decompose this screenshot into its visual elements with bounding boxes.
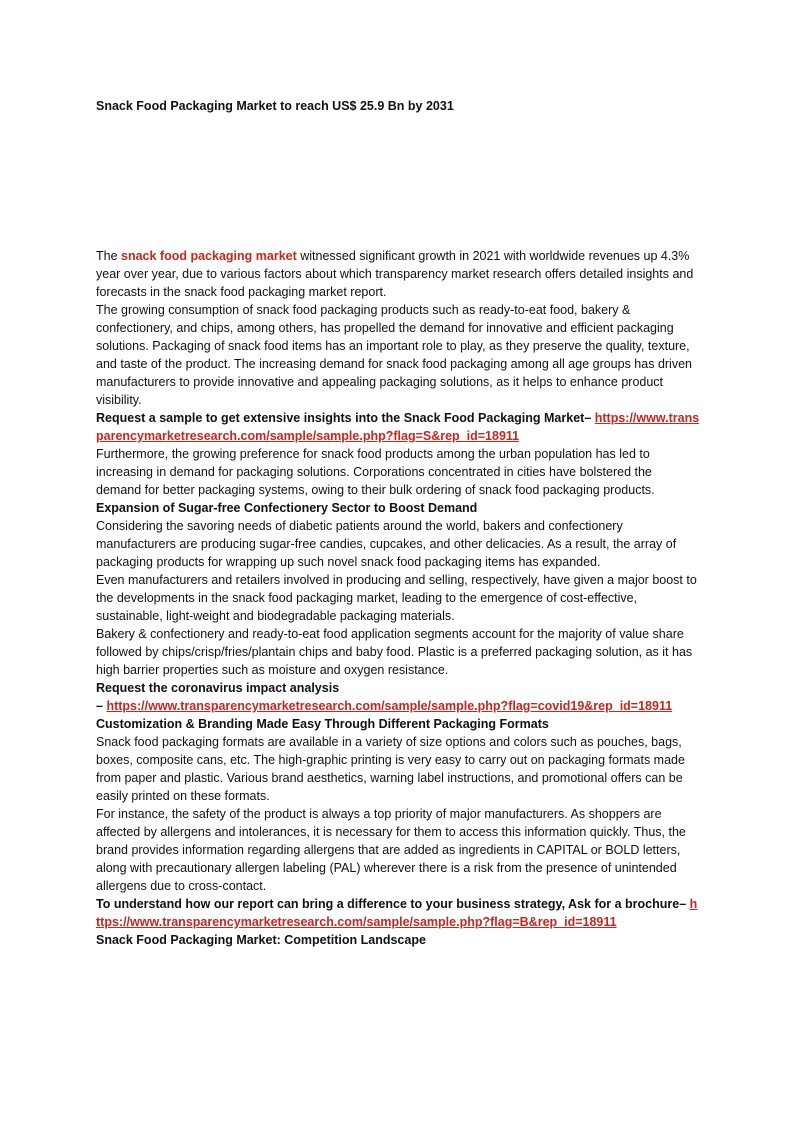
- document-body: [96, 247, 700, 949]
- intro-paragraph: [96, 247, 700, 301]
- covid-request: [96, 697, 700, 715]
- brochure-request-link[interactable]: https://www.transparencymarketresearch.com/sample/sample.php?flag=B&rep_id=18911: [96, 897, 698, 929]
- covid-request-label: Request the coronavirus impact analysis: [96, 681, 340, 695]
- diabetic-paragraph: Considering the savoring needs of diabetic patients around the world, bakers and confectionery manufacturers are producing sugar-free candies, cupcakes, and other delicacies. As a result, the array of packaging products for wrapping up such novel snack food packaging items has expanded.: [96, 519, 677, 569]
- market-keyword-link[interactable]: snack food packaging market: [121, 249, 297, 263]
- urban-paragraph: Furthermore, the growing preference for snack food products among the urban population has led to increasing in demand for packaging solutions. Corporations concentrated in cities have bolstered the demand for better packaging systems, owing to their bulk ordering of snack food packaging products.: [96, 447, 655, 497]
- sample-request-link[interactable]: https://www.transparencymarketresearch.com/sample/sample.php?flag=S&rep_id=18911: [96, 411, 700, 443]
- document-title: Snack Food Packaging Market to reach US$ 25.9 Bn by 2031: [96, 99, 454, 113]
- intro-text-end: witnessed significant growth in 2021 with worldwide revenues up 4.3% year over year, due to various factors about which transparency market research offers detailed insights and forecasts in the snack food packaging market report.: [96, 249, 694, 299]
- heading-sugar-free: Expansion of Sugar-free Confectionery Sector to Boost Demand: [96, 501, 478, 515]
- retailers-paragraph: Even manufacturers and retailers involved in producing and selling, respectively, have given a major boost to the developments in the snack food packaging market, leading to the emergence of cost-effective, sustainable, light-weight and biodegradable packaging materials.: [96, 573, 697, 623]
- covid-request-link[interactable]: https://www.transparencymarketresearch.com/sample/sample.php?flag=covid19&rep_id=18911: [106, 699, 673, 713]
- segments-paragraph: Bakery & confectionery and ready-to-eat food application segments account for the majority of value share followed by chips/crisp/fries/plantain chips and baby food. Plastic is a preferred packaging solution, as it has high barrier properties such as moisture and oxygen resistance.: [96, 627, 693, 677]
- heading-competition: Snack Food Packaging Market: Competition Landscape: [96, 933, 426, 947]
- brochure-request-label: To understand how our report can bring a difference to your business strategy, Ask for a brochure–: [96, 897, 690, 911]
- covid-request-dash: –: [96, 699, 107, 713]
- sample-request: [96, 409, 700, 445]
- formats-paragraph: Snack food packaging formats are available in a variety of size options and colors such as pouches, bags, boxes, composite cans, etc. The high-graphic printing is very easy to carry out on packaging formats made from paper and plastic. Various brand aesthetics, warning label instructions, and promotional offers can be easily printed on these formats.: [96, 735, 685, 803]
- heading-customization: Customization & Branding Made Easy Through Different Packaging Formats: [96, 717, 549, 731]
- sample-request-label: Request a sample to get extensive insights into the Snack Food Packaging Market–: [96, 411, 595, 425]
- brochure-request: [96, 895, 700, 931]
- allergens-paragraph: For instance, the safety of the product is always a top priority of major manufacturers. As shoppers are affected by allergens and intolerances, it is necessary for them to access this information quickly. Thus, the brand provides information regarding allergens that are added as ingredients in CAPITAL or BOLD letters, along with precautionary allergen labeling (PAL) wherever there is a risk from the presence of unintended allergens due to cross-contact.: [96, 807, 686, 893]
- consumption-paragraph: The growing consumption of snack food packaging products such as ready-to-eat food, bakery & confectionery, and chips, among others, has propelled the demand for innovative and efficient packaging solutions. Packaging of snack food items has an important role to play, as they preserve the quality, texture, and taste of the product. The increasing demand for snack food packaging among all age groups has driven manufacturers to provide innovative and appealing packaging solutions, as it helps to enhance product visibility.: [96, 303, 692, 407]
- intro-text-start: The: [96, 249, 122, 263]
